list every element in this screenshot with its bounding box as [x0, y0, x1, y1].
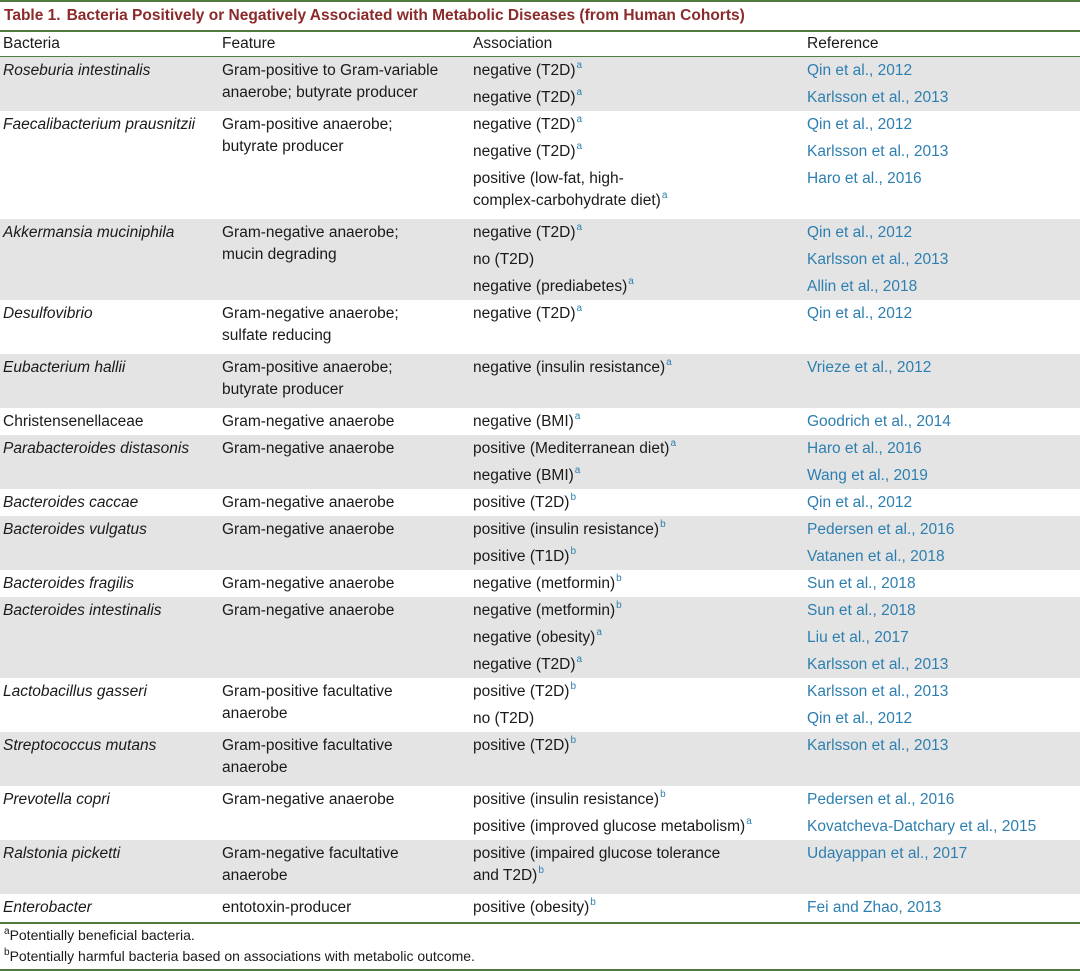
footnote-marker: b — [660, 519, 666, 530]
footnote-marker: b — [590, 897, 596, 908]
reference-link[interactable]: Qin et al., 2012 — [807, 710, 913, 727]
association-label: positive (T2D) — [473, 737, 570, 754]
reference-link[interactable]: Udayappan et al., 2017 — [807, 845, 968, 862]
footnote-marker: a — [576, 60, 583, 71]
reference-link[interactable]: Qin et al., 2012 — [807, 224, 913, 241]
association-label: negative (T2D) — [473, 143, 576, 160]
column-header: Feature — [222, 35, 276, 52]
association-text — [473, 114, 582, 136]
feature-text: Gram-negative anaerobe; — [222, 305, 399, 322]
reference-link[interactable]: Pedersen et al., 2016 — [807, 521, 955, 538]
feature-text: Gram-positive facultative — [222, 737, 393, 754]
footnote-marker: b — [570, 735, 577, 746]
association-text — [473, 897, 596, 919]
association-text — [473, 438, 676, 460]
association-text — [473, 357, 672, 379]
association-label: positive (low-fat, high- — [473, 170, 624, 187]
reference-link[interactable]: Vatanen et al., 2018 — [807, 548, 945, 565]
bacteria-name: Eubacterium hallii — [3, 359, 126, 376]
feature-text: Gram-positive anaerobe; — [222, 359, 393, 376]
reference-link[interactable]: Karlsson et al., 2013 — [807, 737, 949, 754]
bacteria-name: Bacteroides intestinalis — [3, 602, 162, 619]
association-label: negative (BMI) — [473, 413, 574, 430]
bacteria-name: Christensenellaceae — [3, 413, 144, 430]
footnote-marker: a — [574, 465, 581, 476]
caption-label: Table 1. — [4, 7, 61, 24]
footnote-marker: a — [628, 276, 634, 287]
association-label: complex-carbohydrate diet) — [473, 192, 661, 209]
reference-link[interactable]: Karlsson et al., 2013 — [807, 89, 949, 106]
association-text — [473, 222, 582, 244]
feature-text: Gram-positive to Gram-variable — [222, 62, 439, 79]
feature-text: Gram-positive anaerobe; — [222, 116, 393, 133]
feature-text: Gram-negative anaerobe — [222, 575, 395, 592]
association-text — [473, 600, 622, 622]
table-caption — [0, 2, 1080, 30]
reference-link[interactable]: Karlsson et al., 2013 — [807, 683, 949, 700]
column-header: Bacteria — [3, 35, 60, 52]
feature-text: butyrate producer — [222, 381, 344, 398]
association-label: negative (T2D) — [473, 224, 576, 241]
footnote — [3, 946, 475, 966]
association-text — [473, 654, 582, 676]
bacteria-name: Desulfovibrio — [3, 305, 93, 322]
reference-link[interactable]: Allin et al., 2018 — [807, 278, 918, 295]
footnote-marker: a — [746, 816, 752, 827]
footnote-marker: b — [570, 492, 577, 503]
feature-text: anaerobe; butyrate producer — [222, 84, 418, 101]
footnote-marker: a — [574, 411, 581, 422]
bacteria-name: Roseburia intestinalis — [3, 62, 151, 79]
association-label: positive (Mediterranean diet) — [473, 440, 670, 457]
footnote-marker: b — [570, 546, 577, 557]
feature-text: Gram-negative anaerobe — [222, 602, 395, 619]
reference-link[interactable]: Qin et al., 2012 — [807, 494, 913, 511]
association-text — [473, 573, 622, 595]
footnote — [3, 925, 195, 945]
association-text — [473, 627, 602, 649]
association-text — [473, 519, 666, 541]
feature-text: Gram-negative anaerobe; — [222, 224, 399, 241]
bacteria-name: Streptococcus mutans — [3, 737, 157, 754]
reference-link[interactable]: Fei and Zhao, 2013 — [807, 899, 942, 916]
reference-link[interactable]: Wang et al., 2019 — [807, 467, 928, 484]
reference-link[interactable]: Sun et al., 2018 — [807, 575, 916, 592]
footnote-marker: b — [616, 600, 622, 611]
association-label: positive (obesity) — [473, 899, 590, 916]
association-text — [473, 708, 534, 730]
association-label: negative (T2D) — [473, 305, 576, 322]
footnote-marker: b — [538, 865, 544, 876]
association-text — [473, 546, 576, 568]
footnote-text: Potentially harmful bacteria based on associations with metabolic outcome. — [9, 948, 475, 964]
feature-text: Gram-positive facultative — [222, 683, 393, 700]
bacteria-name: Parabacteroides distasonis — [3, 440, 190, 457]
association-label: negative (T2D) — [473, 116, 576, 133]
association-text — [473, 681, 576, 703]
association-text — [473, 190, 667, 212]
footnote-marker: a — [576, 87, 583, 98]
association-label: positive (T2D) — [473, 683, 570, 700]
reference-link[interactable]: Karlsson et al., 2013 — [807, 143, 949, 160]
footnote-marker: b — [616, 573, 622, 584]
association-label: positive (T1D) — [473, 548, 570, 565]
bacteria-name: Akkermansia muciniphila — [3, 224, 175, 241]
association-text — [473, 141, 582, 163]
association-text — [473, 735, 576, 757]
association-text — [473, 865, 544, 887]
reference-link[interactable]: Haro et al., 2016 — [807, 440, 922, 457]
feature-text: anaerobe — [222, 867, 288, 884]
feature-text: Gram-negative anaerobe — [222, 413, 395, 430]
feature-text: butyrate producer — [222, 138, 344, 155]
caption-title: Bacteria Positively or Negatively Associated with Metabolic Diseases (from Human Cohorts) — [66, 7, 745, 24]
association-text — [473, 168, 624, 190]
footnote-marker: a — [596, 627, 602, 638]
association-text — [473, 465, 580, 487]
footnote-marker: b — [660, 789, 666, 800]
feature-text: mucin degrading — [222, 246, 337, 263]
association-text — [473, 276, 634, 298]
footnote-marker: a — [666, 357, 672, 368]
reference-link[interactable]: Qin et al., 2012 — [807, 62, 913, 79]
association-label: positive (improved glucose metabolism) — [473, 818, 746, 835]
association-text — [473, 303, 582, 325]
bacteria-name: Bacteroides fragilis — [3, 575, 134, 592]
footnote-marker: a — [576, 222, 583, 233]
footnote-marker: b — [570, 681, 577, 692]
bacteria-name: Enterobacter — [3, 899, 92, 916]
association-label: negative (metformin) — [473, 575, 616, 592]
association-label: negative (BMI) — [473, 467, 574, 484]
reference-link[interactable]: Vrieze et al., 2012 — [807, 359, 932, 376]
bottom-rule — [0, 922, 1080, 924]
association-text — [473, 492, 576, 514]
association-label: negative (prediabetes) — [473, 278, 628, 295]
association-text — [473, 60, 582, 82]
bacteria-name: Bacteroides caccae — [3, 494, 139, 511]
footnote-marker: a — [576, 141, 583, 152]
reference-link[interactable]: Goodrich et al., 2014 — [807, 413, 951, 430]
bacteria-name: Lactobacillus gasseri — [3, 683, 147, 700]
association-label: negative (T2D) — [473, 62, 576, 79]
feature-text: anaerobe — [222, 705, 288, 722]
column-header: Association — [473, 35, 553, 52]
footnote-text: Potentially beneficial bacteria. — [9, 927, 195, 943]
feature-text: anaerobe — [222, 759, 288, 776]
reference-link[interactable]: Kovatcheva-Datchary et al., 2015 — [807, 818, 1037, 835]
bacteria-name: Prevotella copri — [3, 791, 110, 808]
association-label: no (T2D) — [473, 251, 535, 268]
reference-link[interactable]: Qin et al., 2012 — [807, 305, 913, 322]
footnote-marker: a — [661, 190, 668, 201]
association-text — [473, 249, 534, 271]
bacteria-name: Bacteroides vulgatus — [3, 521, 147, 538]
feature-text: Gram-negative facultative — [222, 845, 399, 862]
reference-link[interactable]: Qin et al., 2012 — [807, 116, 913, 133]
association-label: negative (T2D) — [473, 89, 576, 106]
association-label: positive (T2D) — [473, 494, 570, 511]
feature-text: entotoxin-producer — [222, 899, 352, 916]
association-text — [473, 411, 580, 433]
reference-link[interactable]: Pedersen et al., 2016 — [807, 791, 955, 808]
association-label: positive (insulin resistance) — [473, 791, 660, 808]
footnote-mark: b — [4, 947, 10, 958]
footnote-marker: a — [576, 654, 583, 665]
association-label: negative (T2D) — [473, 656, 576, 673]
association-label: no (T2D) — [473, 710, 535, 727]
association-text — [473, 87, 582, 109]
association-text — [473, 843, 720, 865]
feature-text: Gram-negative anaerobe — [222, 521, 395, 538]
footnote-marker: a — [576, 303, 583, 314]
feature-text: sulfate reducing — [222, 327, 332, 344]
association-text — [473, 816, 752, 838]
feature-text: Gram-negative anaerobe — [222, 440, 395, 457]
reference-link[interactable]: Sun et al., 2018 — [807, 602, 916, 619]
association-label: positive (impaired glucose tolerance — [473, 845, 721, 862]
bacteria-name: Faecalibacterium prausnitzii — [3, 116, 196, 133]
footnote-marker: a — [670, 438, 676, 449]
association-text — [473, 789, 666, 811]
bacteria-name: Ralstonia picketti — [3, 845, 121, 862]
footnote-mark: a — [4, 926, 10, 937]
feature-text: Gram-negative anaerobe — [222, 494, 395, 511]
reference-link[interactable]: Haro et al., 2016 — [807, 170, 922, 187]
reference-link[interactable]: Liu et al., 2017 — [807, 629, 909, 646]
association-label: and T2D) — [473, 867, 538, 884]
reference-link[interactable]: Karlsson et al., 2013 — [807, 251, 949, 268]
column-header: Reference — [807, 35, 879, 52]
association-label: positive (insulin resistance) — [473, 521, 660, 538]
reference-link[interactable]: Karlsson et al., 2013 — [807, 656, 949, 673]
association-label: negative (obesity) — [473, 629, 596, 646]
footnote-marker: a — [576, 114, 583, 125]
association-label: negative (insulin resistance) — [473, 359, 666, 376]
feature-text: Gram-negative anaerobe — [222, 791, 395, 808]
association-label: negative (metformin) — [473, 602, 616, 619]
